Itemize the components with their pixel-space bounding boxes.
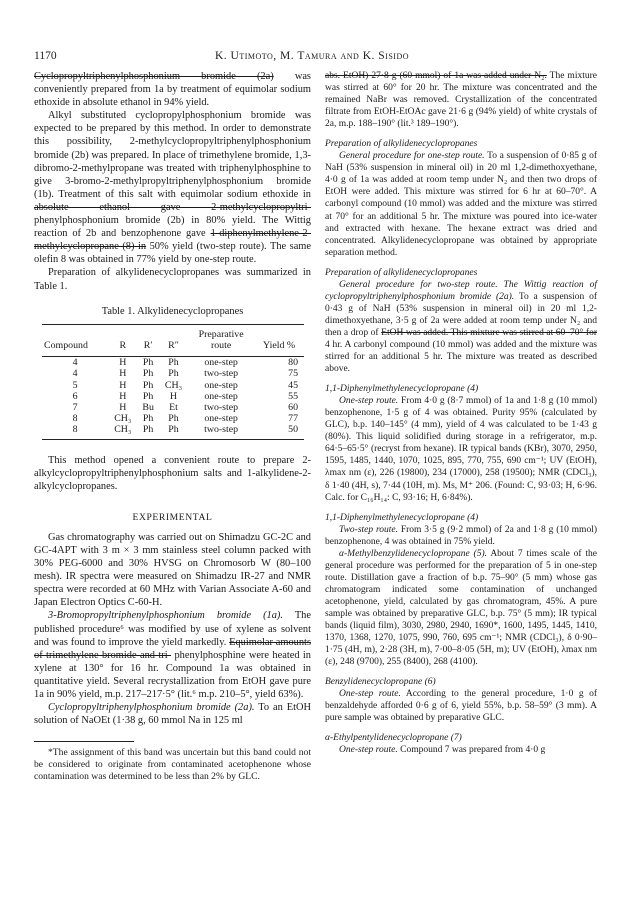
table-row	[42, 368, 304, 379]
text: From 4·0 g (8·7 mmol) of 1a and 1·8 g (10 mmol) benzophenone, 1·5 g of 4 was obtained. Purity 95% (calculated by GLC), b.p. 140–145° (4 mm), yield of 4 was calculated to be 1·43 g (80%). This liquid solidified during storage in a refrigerator, m.p. 64·5–65·5° (recryst from hexane). IR typical bands (KBr), 3070, 2950, 1595, 1485, 1440, 1070, 1025, 895, 770, 755, 690 cm⁻¹; UV (EtOH), λmax nm (ε), 226 (19800), 234 (17000), 258 (19500); NMR (CDCl₃), δ 1·40 (4H, s), 7·44 (10H, m). Ms, M⁺ 206. (Found: C, 93·03; H, 6·96. Calc. for C₁₆H₁₄: C, 93·16; H, 6·84%).	[325, 396, 598, 503]
table-row	[42, 424, 304, 439]
table-cell: 75	[288, 368, 298, 380]
table-cell: Et	[169, 401, 178, 413]
table-row	[42, 391, 304, 402]
paragraph-r2	[325, 150, 597, 258]
struck-text: absolute ethanol gave 2-methylcyclopropyltri-	[34, 201, 311, 213]
table-cell: 77	[288, 413, 298, 425]
text: phenylphosphonium bromide (2b) in 80% yield. The Wittig reaction of 2b and benzophenone gave	[34, 215, 311, 240]
table-cell: 6	[72, 390, 78, 402]
subsection-title: Two-step route.	[339, 524, 399, 535]
table-cell: 50	[254, 424, 304, 439]
paragraph-r7	[325, 688, 597, 724]
table-cell: one-step	[204, 413, 238, 425]
paragraph-2	[34, 109, 311, 266]
section-title: Preparation of alkylidenecyclopropanes	[325, 139, 478, 150]
table-cell: CH₃	[164, 379, 183, 391]
table-row	[42, 413, 304, 424]
subsection-title: General procedure for one-step route.	[339, 151, 485, 162]
table-cell: 4	[72, 357, 78, 369]
table-cell: one-step	[204, 379, 238, 391]
section-title: 1,1-Diphenylmethylenecyclopropane (4)	[325, 512, 479, 523]
paragraph-r1	[325, 70, 597, 130]
footnote-rule	[34, 741, 134, 742]
page-number: 1170	[34, 50, 57, 62]
table-cell: H	[119, 390, 127, 402]
text: According to the general procedure, 1·0 g of benzaldehyde afforded 0·6 g of 6, yield 55%, b.p. 58–59° (3 mm). A pure sample was obtained by preparative GLC.	[325, 689, 597, 724]
paragraph-r3	[325, 279, 597, 375]
section-title: Preparation of alkylidenecyclopropanes	[325, 267, 478, 278]
table-cell: Ph	[142, 368, 154, 380]
struck-text: 1-diphenylmethylene-2-methylcyclopropane (8) in	[34, 228, 311, 253]
table-row	[42, 380, 304, 391]
paragraph-3: Preparation of alkylidenecyclopropanes was summarized in Table 1.	[34, 267, 311, 292]
paragraph-6	[34, 609, 311, 701]
compound-title: 3-Bromopropyltriphenylphosphonium bromide (1a).	[48, 610, 283, 622]
table-cell: CH₃	[108, 424, 137, 439]
table-cell: two-step	[204, 401, 239, 413]
table-cell: two-step	[204, 368, 239, 380]
section-title: 1,1-Diphenylmethylenecyclopropane (4)	[325, 384, 479, 395]
alkylidenecyclopropanes-table	[42, 324, 304, 440]
table-cell: H	[119, 379, 127, 391]
subsection-title: One-step route.	[339, 396, 399, 407]
table-cell: 55	[288, 390, 298, 402]
table-cell: 7	[72, 401, 78, 413]
struck-text: EtOH was added. This mixture was stirred at 60–70° for	[381, 327, 597, 338]
table-cell: H	[119, 357, 127, 369]
table-cell: Bu	[142, 401, 154, 413]
text: To an EtOH solution of NaOEt (1·38 g, 60 mmol Na in 125 ml	[34, 702, 311, 727]
table-cell: Ph	[168, 368, 179, 380]
table-header-row	[42, 324, 304, 351]
table-cell: Ph	[142, 390, 154, 402]
table-cell: Ph	[159, 424, 188, 439]
table-cell: Ph	[168, 357, 179, 369]
text: 4 hr. A carbonyl compound (10 mmol) was added and the mixture was stirred for an additional 5 hr. The mixture was treated as described above.	[325, 339, 597, 375]
right-column	[325, 70, 597, 756]
col-header: R	[108, 324, 137, 351]
paragraph-r5	[325, 524, 597, 548]
col-header: R′	[137, 324, 158, 351]
struck-text: abs. EtOH) 27·8 g (60 mmol) of 1a was added under N₂.	[325, 71, 547, 81]
table-row	[42, 357, 304, 369]
section-title: Benzylidenecyclopropane (6)	[325, 677, 436, 688]
table-cell: 8	[42, 424, 108, 439]
paragraph-r8	[325, 744, 597, 756]
table-cell: Ph	[142, 357, 154, 369]
text: To a suspension of 0·43 g of NaH (53% suspension in mineral oil) in 20 ml 1,2-dimethoxyethane, 3·5 g of 2a were added at room temp under N₂ and then a drop of	[325, 291, 597, 338]
table-cell: Ph	[142, 379, 154, 391]
table-cell: 60	[288, 401, 298, 413]
table-cell: CH₃	[114, 413, 132, 425]
running-header-authors: K. Utimoto, M. Tamura and K. Sisido	[214, 50, 409, 62]
subsection-title: One-step route.	[339, 745, 398, 756]
compound-title: Cyclopropyltriphenylphosphonium bromide (2a).	[48, 702, 255, 714]
table-cell: 80	[288, 357, 298, 369]
table-cell: H	[169, 390, 178, 402]
compound-title: α-Methylbenzylidenecyclopropane (5).	[339, 548, 487, 559]
paragraph-r4	[325, 395, 597, 503]
text: About 7 times scale of the general procedure was performed for the preparation of 5 in one-step route. Distillation gave a fraction of b.p. 75–90° (5 mm) whose gas chromatogram indicated some contamination of unchanged acetophenone, yield, calculated by gas chromatogram, 45%. A pure sample was obtained by preparative GLC, b.p. 75° (5 mm); IR typical bands (liquid film), 3030, 2980, 2940, 1690*, 1600, 1495, 1445, 1410, 1370, 1368, 1270, 1075, 990, 760, 695 cm⁻¹; NMR (CDCl₃), δ 0·90–1·75 (4H, m), 2·28 (3H, m), 7·00–8·05 (5H, m); UV (EtOH), λmax nm (ε), 248 (9700), 255 (8400), 268 (4100).	[325, 548, 598, 668]
table-cell: Ph	[137, 424, 158, 439]
col-header: Yield %	[254, 324, 304, 351]
table-cell: 4	[72, 368, 78, 380]
col-header: Compound	[42, 324, 108, 351]
text: phenylphosphine were heated in xylene at 130° for 16 hr. Compound 1a was obtained in quantitative yield. Several recrystallization from EtOH gave pure 1a in 90% yield, m.p. 217–217·5° (lit.⁶ m.p. 210–5°, yield 63%).	[34, 649, 311, 701]
text: was conveniently prepared from 1a by treatment of equimolar sodium ethoxide in absolute ethanol in 94% yield.	[34, 71, 311, 109]
text: Compound 7 was prepared from 4·0 g	[400, 745, 546, 756]
footnote: *The assignment of this band was uncertain but this band could not be considered to originate from contaminated acetophenone whose contamination was determined to be less than 2% by GLC.	[34, 747, 311, 782]
paragraph-4: This method opened a convenient route to prepare 2-alkylcyclopropyltriphenylphosphonium salts and 1-alkylidene-2-alkylcyclopropanes.	[34, 454, 311, 492]
table-cell: Ph	[142, 413, 154, 425]
text: To a suspension of 0·85 g of NaH (53% suspension in mineral oil) in 20 ml 1,2-dimethoxyethane, 4·0 g of 1a was added at room temp under N₂ and then two drops of EtOH were added. This mixture was stirred for 6 hr at 60–70°. A carbonyl compound (10 mmol) was added and the mixture was stirred at 70° for an additional 5 hr. The mixture was poured into ice-water and extracted with hexane. The hexane extract was dried and concentrated. Alkylidenecyclopropane was obtained by appropriate separation method.	[325, 151, 597, 258]
text: From 3·5 g (9·2 mmol) of 2a and 1·8 g (10 mmol) benzophenone, 4 was obtained in 75% yield.	[325, 524, 598, 547]
table-cell: one-step	[204, 357, 238, 369]
text: The mixture was stirred at 60° for 20 hr. The mixture was concentrated and the remained NaBr was removed. Crystallization of the concentrated filtrate from EtOH-EtOAc gave 21·6 g (94% yield) of white crystals of 2a, m.p. 188–190° (lit.³ 189–190°).	[325, 71, 597, 130]
col-header: R″	[159, 324, 188, 351]
text: 50% yield (two-step route). The same olefin 8 was obtained in 77% yield by one-step route.	[34, 241, 312, 266]
paragraph-1	[34, 70, 311, 109]
subsection-title: One-step route.	[339, 689, 401, 700]
text: Alkyl substituted cyclopropylphosphonium bromide was expected to be prepared by this method. In order to demonstrate this possibility, 2-methylcyclopropyltriphenylphosphonium bromide (2b) was prepared. In place of trimethylene bromide, 1,3-dibromo-2-methylpropane was treated with triphenylphosphine to give 3-bromo-2-methylpropyltriphenylphosphonium bromide (1b). Treatment of this salt with equimolar sodium ethoxide in	[34, 110, 311, 200]
table-caption: Table 1. Alkylidenecyclopropanes	[101, 305, 244, 317]
table-cell: H	[119, 368, 127, 380]
text: The published procedure⁶ was modified by use of xylene as solvent and was found to improve the yield markedly.	[34, 610, 311, 648]
table-cell: 8	[72, 413, 78, 425]
left-column	[34, 70, 311, 783]
table-cell: Ph	[168, 413, 179, 425]
struck-text: Cyclopropyltriphenylphosphonium bromide (2a)	[34, 71, 274, 82]
paragraph-5: Gas chromatography was carried out on Shimadzu GC-2C and GC-4APT with 3 m × 3 mm stainless steel column packed with 30% PEG-6000 and 30% HVSG on Chromosorb W (80–100 mesh). IR spectra were measured on Shimadzu IR-27 and NMR spectra were recorded at 60 MHz with Varian Associate A-60 and Japan Electron Optics C-60-H.	[34, 531, 311, 609]
table-row	[42, 402, 304, 413]
section-heading-experimental: EXPERIMENTAL	[132, 511, 213, 523]
col-header: Preparative route	[188, 324, 254, 351]
section-title: α-Ethylpentylidenecyclopropane (7)	[325, 733, 462, 744]
table-cell: one-step	[204, 390, 238, 402]
struck-text: Equimolar amounts of trimethylene bromide and tri-	[34, 636, 311, 661]
subsection-title: General procedure for two-step route. The Wittig reaction of cyclopropyltriphenylphosphonium bromide (2a).	[325, 279, 597, 302]
table-cell: H	[119, 401, 127, 413]
paragraph-r6	[325, 548, 597, 668]
paragraph-7	[34, 701, 311, 727]
table-cell: 45	[288, 379, 298, 391]
table-cell: two-step	[188, 424, 254, 439]
table-cell: 5	[72, 379, 78, 391]
